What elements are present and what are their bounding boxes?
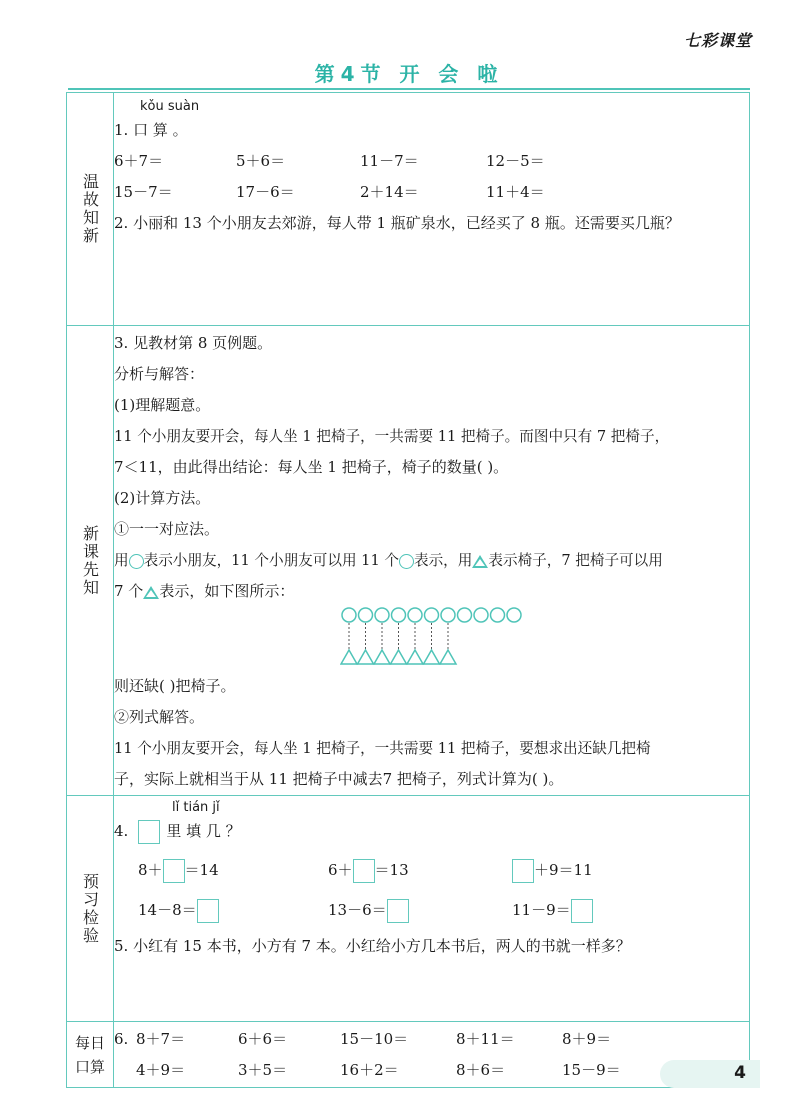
circle-mark: [441, 608, 455, 622]
q1-title: 1. 口 算 。: [114, 121, 188, 139]
q6-item: 4＋9＝: [136, 1061, 186, 1079]
circle-mark: [507, 608, 521, 622]
circle-icon: [129, 554, 144, 569]
section-review: [114, 93, 750, 326]
answer-box[interactable]: [197, 899, 219, 923]
header-rule: [68, 88, 750, 90]
circle-mark: [359, 608, 373, 622]
worksheet-table: [66, 92, 750, 1088]
triangle-mark: [374, 650, 390, 664]
q4-item: 14－8＝: [114, 899, 328, 923]
q3-line-2: 分析与解答：: [114, 365, 205, 383]
q1-item: 5＋6＝: [236, 152, 286, 170]
page-title: 第4节 开 会 啦: [314, 62, 504, 86]
circle-mark: [474, 608, 488, 622]
circle-mark: [408, 608, 422, 622]
q3-line-12: 11 个小朋友要开会，每人坐 1 把椅子，一共需要 11 把椅子，要想求出还缺几把椅: [114, 740, 651, 757]
section-check: [114, 796, 750, 1022]
correspondence-svg: [340, 607, 540, 671]
q1-item: 11＋4＝: [486, 183, 545, 201]
q3-line-4: 11 个小朋友要开会，每人坐 1 把椅子，一共需要 11 把椅子。而图中只有 7 把椅子，: [114, 428, 670, 445]
q3-line-9: 7 个 表示，如下图所示：: [114, 582, 295, 600]
q6-item: 3＋5＝: [238, 1061, 288, 1079]
triangle-mark: [440, 650, 456, 664]
q1-item: 17－6＝: [236, 183, 295, 201]
q1-pinyin: kǒu suàn: [140, 99, 200, 114]
answer-box[interactable]: [387, 899, 409, 923]
section-preview: [114, 326, 750, 796]
q6-row-1: 6. 8＋7＝ 6＋6＝ 15－10＝ 8＋11＝ 8＋9＝: [114, 1024, 749, 1055]
q6-row-2: [114, 1055, 749, 1086]
q4-item: ＋9＝11: [512, 859, 593, 883]
q4-item: 11－9＝: [512, 899, 593, 923]
section-label-preview: 新课先知: [67, 326, 114, 796]
answer-box[interactable]: [353, 859, 375, 883]
section-header: [68, 58, 750, 87]
q6-item: 8＋7＝: [136, 1030, 186, 1048]
q3-line-13: 子，实际上就相当于从 11 把椅子中减去7 把椅子，列式计算为( )。: [114, 770, 564, 788]
q3-line-5: 7＜11，由此得出结论：每人坐 1 把椅子，椅子的数量( )。: [114, 458, 509, 476]
section-daily: [114, 1022, 750, 1088]
q1-item: 6＋7＝: [114, 152, 164, 170]
brand-logo: 七彩课堂: [683, 31, 752, 50]
q1-item: 15－7＝: [114, 183, 173, 201]
circle-mark: [491, 608, 505, 622]
triangle-mark: [407, 650, 423, 664]
triangle-mark: [358, 650, 374, 664]
q3-line-7: ①一一对应法。: [114, 520, 220, 538]
q5-text: 5. 小红有 15 本书，小方有 7 本。小红给小方几本书后，两人的书就一样多？: [114, 937, 631, 955]
triangle-icon: [143, 586, 159, 599]
q3-line-8: 用 表示小朋友，11 个小朋友可以用 11 个 表示，用 表示椅子，7 把椅子可以用: [114, 552, 663, 569]
q6-item: 15－9＝: [562, 1061, 621, 1079]
answer-box[interactable]: [163, 859, 185, 883]
circle-mark: [425, 608, 439, 622]
q3-line-11: ②列式解答。: [114, 708, 205, 726]
q2-text: 2. 小丽和 13 个小朋友去郊游，每人带 1 瓶矿泉水，已经买了 8 瓶。还需要买几瓶？: [114, 214, 680, 232]
q4-item: 6＋ ＝13: [328, 859, 512, 883]
answer-box[interactable]: [512, 859, 534, 883]
triangle-mark: [341, 650, 357, 664]
page-number: 4: [734, 1063, 746, 1083]
section-label-daily: 每日 口算: [67, 1022, 114, 1088]
q4-row-2: [114, 891, 749, 931]
q6-item: 15－10＝: [340, 1030, 409, 1048]
circle-mark: [392, 608, 406, 622]
circle-mark: [458, 608, 472, 622]
circle-mark: [375, 608, 389, 622]
q6-item: 16＋2＝: [340, 1061, 399, 1079]
circle-mark: [342, 608, 356, 622]
q3-line-6: (2)计算方法。: [114, 489, 211, 507]
answer-box[interactable]: [138, 820, 160, 844]
q4-pinyin: lǐ tián jǐ: [172, 800, 220, 815]
q1-row-2: [114, 177, 749, 208]
triangle-mark: [424, 650, 440, 664]
q4-item: 13－6＝: [328, 899, 512, 923]
q4-row-1: [114, 851, 749, 891]
page-number-tab: [660, 1060, 760, 1088]
section-label-review: 温故知新: [67, 93, 114, 326]
q1-item: 2＋14＝: [360, 183, 419, 201]
q6-item: 8＋6＝: [456, 1061, 506, 1079]
section-label-check: 预习检验: [67, 796, 114, 1022]
triangle-icon: [472, 555, 488, 568]
q3-line-10: 则还缺( )把椅子。: [114, 677, 236, 695]
q1-item: 12－5＝: [486, 152, 545, 170]
q3-line-3: (1)理解题意。: [114, 396, 211, 414]
q4-item: 8＋ ＝14: [114, 859, 328, 883]
q6-item: 8＋9＝: [562, 1030, 612, 1048]
q1-row-1: [114, 146, 749, 177]
circle-icon: [399, 554, 414, 569]
correspondence-diagram: [114, 607, 749, 671]
q4-title: 4. 里 填 几 ？: [114, 816, 749, 847]
q3-line-1: 3. 见教材第 8 页例题。: [114, 334, 273, 352]
q6-item: 8＋11＝: [456, 1030, 515, 1048]
triangle-mark: [391, 650, 407, 664]
q6-item: 6＋6＝: [238, 1030, 288, 1048]
answer-box[interactable]: [571, 899, 593, 923]
q1-item: 11－7＝: [360, 152, 419, 170]
